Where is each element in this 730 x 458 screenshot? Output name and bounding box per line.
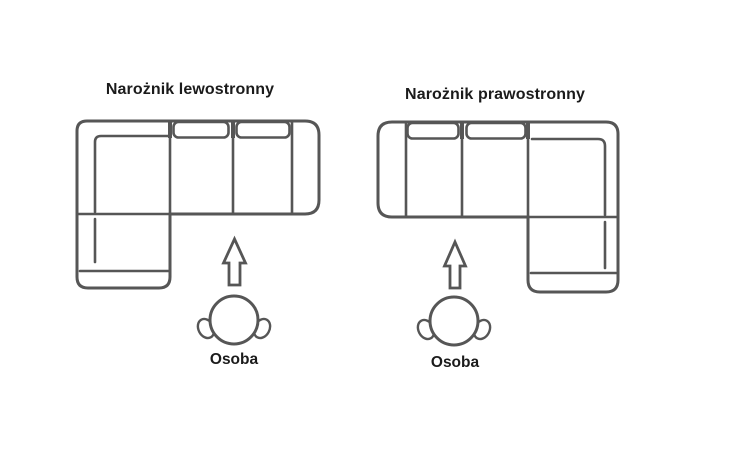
sofa-outline	[77, 121, 319, 288]
back-cushion	[237, 122, 290, 138]
left-corner-sofa-diagram	[60, 108, 340, 352]
up-arrow-icon	[224, 239, 246, 285]
left-figure-title: Narożnik lewostronny	[105, 81, 275, 98]
back-cushion	[408, 123, 459, 139]
person-head	[430, 297, 478, 345]
back-cushion	[174, 122, 229, 138]
up-arrow-icon	[445, 242, 466, 288]
sofa-outline	[378, 122, 618, 292]
corner-seat-edge	[532, 139, 605, 215]
corner-seat-edge	[95, 136, 170, 212]
right-corner-sofa-diagram	[368, 108, 630, 354]
left-person-label: Osoba	[209, 351, 259, 368]
right-person-label: Osoba	[430, 354, 480, 371]
person-head	[210, 296, 258, 344]
back-cushion	[467, 123, 526, 139]
right-figure-title: Narożnik prawostronny	[405, 86, 585, 103]
person-icon	[195, 296, 274, 344]
person-icon	[415, 297, 494, 345]
